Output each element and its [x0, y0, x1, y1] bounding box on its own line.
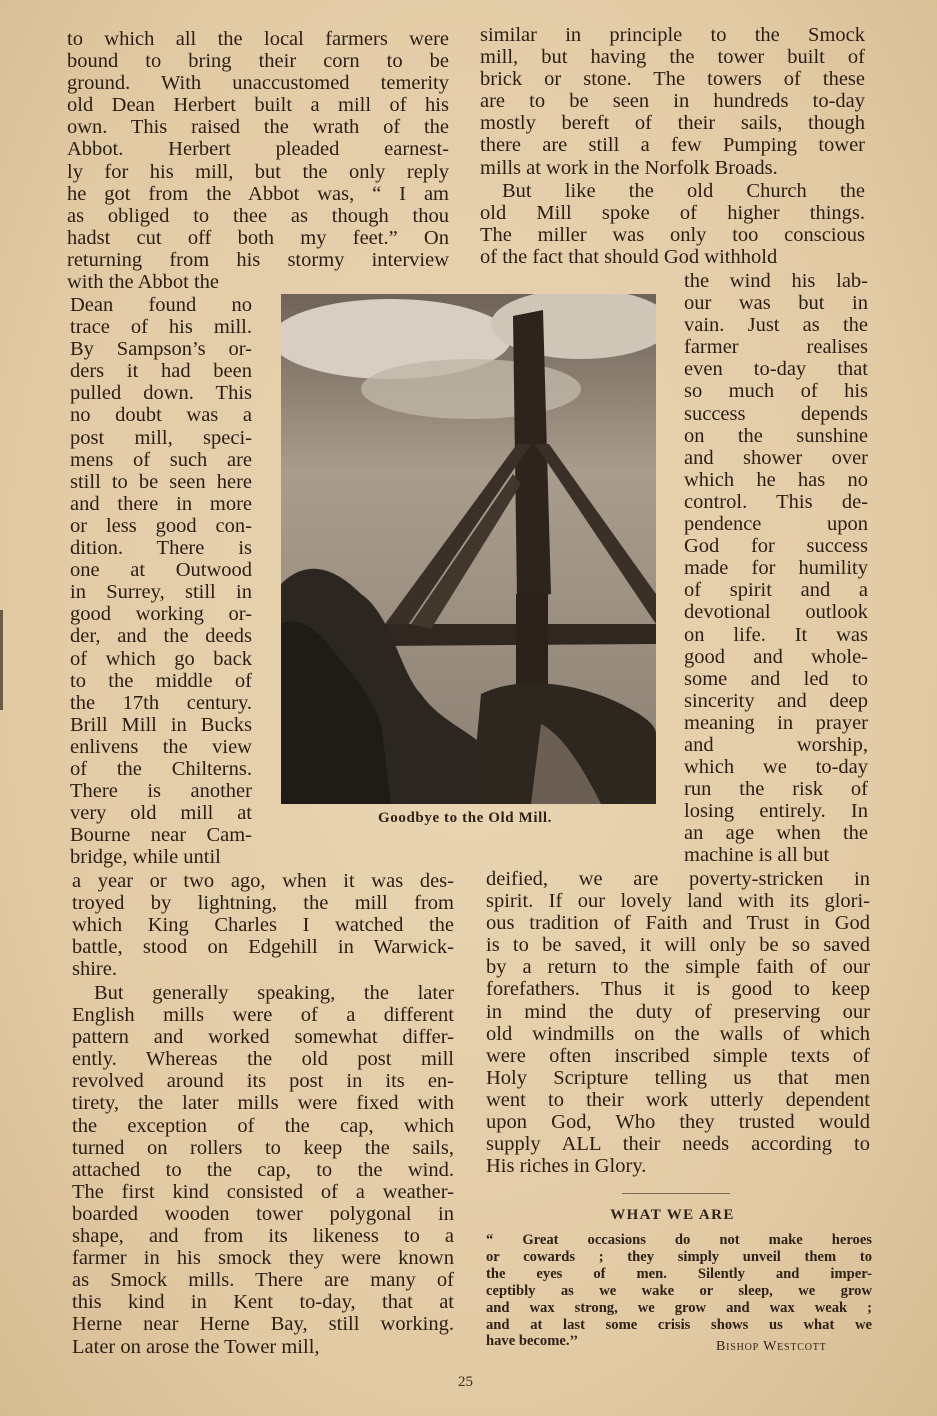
- text-line: and there in more: [70, 492, 252, 515]
- text-line: there are still a few Pumping tower: [480, 134, 865, 157]
- text-line: returning from his stormy interview: [67, 248, 449, 271]
- text-line: old Mill spoke of higher things.: [480, 202, 865, 225]
- text-line: which King Charles I watched the: [72, 914, 454, 937]
- text-line: with the Abbot the: [67, 271, 220, 294]
- text-line: upon God, Who they trusted would: [486, 1111, 870, 1134]
- text-line: Holy Scripture telling us that men: [486, 1066, 870, 1089]
- text-line: vain. Just as the: [684, 314, 868, 337]
- text-line: the wind his lab-: [684, 270, 868, 292]
- text-line: he got from the Abbot was, “ I am: [67, 182, 449, 205]
- text-line: ous tradition of Faith and Trust in God: [486, 912, 870, 935]
- sidebar-quote: [486, 1232, 872, 1350]
- text-line: is to be saved, it will only be so saved: [486, 934, 870, 957]
- right-column-top: [480, 24, 865, 179]
- text-line: as Smock mills. There are many of: [72, 1269, 454, 1292]
- mill-photograph: [281, 294, 656, 804]
- text-line: supply ALL their needs according to: [486, 1133, 870, 1156]
- text-line: machine is all but: [684, 844, 830, 867]
- text-line: to the middle of: [70, 669, 252, 692]
- text-line: ly for his mill, but the only reply: [67, 160, 449, 183]
- left-column-paragraph-2: [72, 982, 454, 1358]
- text-line: an age when the: [684, 822, 868, 845]
- text-line: But generally speaking, the later: [94, 982, 454, 1004]
- text-line: pattern and worked somewhat differ-: [72, 1026, 454, 1049]
- text-line: by a return to the simple faith of our: [486, 956, 870, 979]
- windmill-photo-illustration: [281, 294, 656, 804]
- text-line: losing entirely. In: [684, 800, 868, 823]
- text-line: God for success: [684, 535, 868, 558]
- text-line: which he has no: [684, 468, 868, 491]
- text-line: shire.: [72, 958, 117, 981]
- text-line: meaning in prayer: [684, 711, 868, 734]
- text-line: a year or two ago, when it was des-: [72, 870, 454, 892]
- text-line: of the Chilterns.: [70, 757, 252, 780]
- right-column-bottom: [486, 868, 870, 1177]
- text-line: There is another: [70, 780, 252, 803]
- text-line: mostly bereft of their sails, though: [480, 112, 865, 135]
- text-line: turned on rollers to keep the sails,: [72, 1136, 454, 1159]
- text-line: brick or stone. The towers of these: [480, 68, 865, 91]
- left-column-top: [67, 28, 449, 293]
- text-line: very old mill at: [70, 802, 252, 825]
- text-line: ground. With unaccustomed temerity: [67, 72, 449, 95]
- sidebar-heading: WHAT WE ARE: [610, 1207, 735, 1223]
- text-line: “ Great occasions do not make heroes: [486, 1232, 872, 1248]
- text-line: The miller was only too conscious: [480, 224, 865, 247]
- text-line: tirety, the later mills were fixed with: [72, 1092, 454, 1115]
- text-line: own. This raised the wrath of the: [67, 116, 449, 139]
- text-line: or less good con-: [70, 514, 252, 537]
- right-column-paragraph: [480, 180, 865, 268]
- text-line: deified, we are poverty-stricken in: [486, 868, 870, 890]
- text-line: are to be seen in hundreds to-day: [480, 90, 865, 113]
- text-line: The first kind consisted of a weather-: [72, 1180, 454, 1203]
- text-line: farmer in his smock they were known: [72, 1247, 454, 1270]
- text-line: this kind in Kent to-day, that at: [72, 1291, 454, 1314]
- text-line: sincerity and deep: [684, 689, 868, 712]
- text-line: one at Outwood: [70, 559, 252, 582]
- text-line: bound to bring their corn to be: [67, 50, 449, 73]
- page-number: 25: [458, 1374, 473, 1390]
- text-line: old Dean Herbert built a mill of his: [67, 94, 449, 117]
- text-line: bridge, while until: [70, 846, 221, 869]
- text-line: spirit. If our lovely land with its glori-: [486, 890, 870, 913]
- left-column-narrow: [70, 294, 252, 868]
- text-line: went to their work utterly dependent: [486, 1088, 870, 1111]
- text-line: good and whole-: [684, 645, 868, 668]
- quote-author: Bishop Westcott: [716, 1339, 827, 1354]
- text-line: mills at work in the Norfolk Broads.: [480, 156, 778, 179]
- text-line: Abbot. Herbert pleaded earnest-: [67, 138, 449, 161]
- text-line: in Surrey, still in: [70, 581, 252, 604]
- text-line: and at last some crisis shows us what we: [486, 1316, 872, 1333]
- text-line: pendence upon: [684, 513, 868, 536]
- text-line: battle, stood on Edgehill in Warwick-: [72, 936, 454, 959]
- text-line: as obliged to thee as though thou: [67, 204, 449, 227]
- text-line: and worship,: [684, 733, 868, 756]
- text-line: ders it had been: [70, 360, 252, 383]
- text-line: His riches in Glory.: [486, 1155, 647, 1178]
- text-line: run the risk of: [684, 778, 868, 801]
- text-line: and shower over: [684, 446, 868, 469]
- text-line: of the fact that should God withhold: [480, 246, 778, 269]
- text-line: old windmills on the walls of which: [486, 1022, 870, 1045]
- text-line: farmer realises: [684, 336, 868, 359]
- text-line: on the sunshine: [684, 424, 868, 447]
- text-line: By Sampson’s or-: [70, 338, 252, 361]
- text-line: trace of his mill.: [70, 316, 252, 339]
- text-line: revolved around its post in its en-: [72, 1070, 454, 1093]
- text-line: the 17th century.: [70, 691, 252, 714]
- text-line: the exception of the cap, which: [72, 1114, 454, 1137]
- text-line: have become.’’: [486, 1333, 579, 1350]
- text-line: made for humility: [684, 557, 868, 580]
- text-line: dition. There is: [70, 537, 252, 560]
- left-column-bottom: [72, 870, 454, 980]
- text-line: forefathers. Thus it is good to keep: [486, 978, 870, 1001]
- text-line: enlivens the view: [70, 735, 252, 758]
- text-line: success depends: [684, 402, 868, 425]
- text-line: attached to the cap, to the wind.: [72, 1158, 454, 1181]
- text-line: on life. It was: [684, 623, 868, 646]
- text-line: and wax strong, we grow and wax weak ;: [486, 1299, 872, 1316]
- text-line: troyed by lightning, the mill from: [72, 892, 454, 915]
- text-line: which we to-day: [684, 756, 868, 779]
- figure-caption: Goodbye to the Old Mill.: [378, 810, 552, 826]
- text-line: English mills were of a different: [72, 1004, 454, 1027]
- text-line: of spirit and a: [684, 579, 868, 602]
- text-line: hadst cut off both my feet.” On: [67, 226, 449, 249]
- text-line: so much of his: [684, 380, 868, 403]
- text-line: in mind the duty of preserving our: [486, 1000, 870, 1023]
- text-line: Bourne near Cam-: [70, 824, 252, 847]
- text-line: were often inscribed simple texts of: [486, 1044, 870, 1067]
- right-column-narrow: [684, 270, 868, 867]
- text-line: even to-day that: [684, 358, 868, 381]
- page-edge-shadow: [0, 610, 3, 710]
- text-line: Later on arose the Tower mill,: [72, 1335, 320, 1358]
- text-line: good working or-: [70, 603, 252, 626]
- text-line: the eyes of men. Silently and imper-: [486, 1265, 872, 1282]
- text-line: Herne near Herne Bay, still working.: [72, 1313, 454, 1336]
- text-line: mill, but having the tower built of: [480, 46, 865, 69]
- text-line: der, and the deeds: [70, 625, 252, 648]
- text-line: boarded wooden tower polygonal in: [72, 1202, 454, 1225]
- text-line: Brill Mill in Bucks: [70, 713, 252, 736]
- sidebar-divider: [622, 1193, 730, 1194]
- text-line: some and led to: [684, 667, 868, 690]
- text-line: or cowards ; they simply unveil them to: [486, 1248, 872, 1265]
- text-line: still to be seen here: [70, 470, 252, 493]
- text-line: But like the old Church the: [502, 180, 865, 202]
- text-line: mens of such are: [70, 448, 252, 471]
- text-line: similar in principle to the Smock: [480, 24, 865, 46]
- text-line: our was but in: [684, 292, 868, 315]
- text-line: ently. Whereas the old post mill: [72, 1048, 454, 1071]
- text-line: control. This de-: [684, 490, 868, 513]
- text-line: ceptibly as we wake or sleep, we grow: [486, 1282, 872, 1299]
- text-line: shape, and from its likeness to a: [72, 1225, 454, 1248]
- text-line: to which all the local farmers were: [67, 28, 449, 50]
- text-line: Dean found no: [70, 294, 252, 316]
- text-line: post mill, speci-: [70, 426, 252, 449]
- text-line: devotional outlook: [684, 601, 868, 624]
- text-line: of which go back: [70, 647, 252, 670]
- text-line: no doubt was a: [70, 404, 252, 427]
- text-line: pulled down. This: [70, 382, 252, 405]
